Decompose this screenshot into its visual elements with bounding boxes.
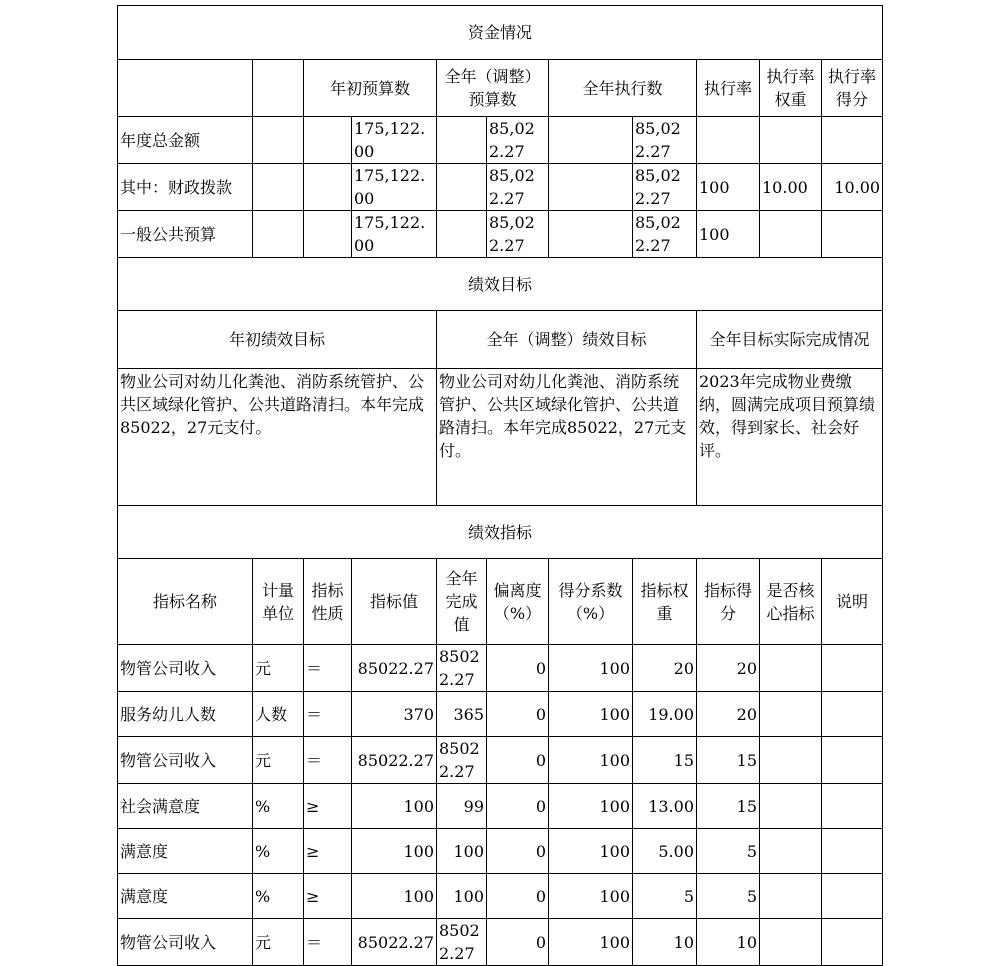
initial-goal-text: 物业公司对幼儿化粪池、消防系统管护、公共区域绿化管护、公共道路清扫。本年完成85022，27元支付。 xyxy=(118,369,437,506)
indicator-nature: ＝ xyxy=(304,692,352,737)
performance-table xyxy=(117,5,883,966)
indicator-note xyxy=(822,784,883,829)
indicator-note xyxy=(822,737,883,784)
indicator-core xyxy=(760,829,822,874)
indicator-header-note: 说明 xyxy=(822,559,883,645)
indicator-header-name: 指标名称 xyxy=(118,559,253,645)
indicator-nature: ≥ xyxy=(304,829,352,874)
table-row xyxy=(118,645,883,692)
table-row xyxy=(118,164,883,211)
indicator-score: 15 xyxy=(697,784,760,829)
funds-row-blank xyxy=(253,117,304,164)
indicator-target: 100 xyxy=(352,874,437,919)
indicator-coef: 100 xyxy=(549,874,633,919)
funds-row-label: 一般公共预算 xyxy=(118,211,253,258)
funds-weight-value xyxy=(760,117,822,164)
indicator-deviation: 0 xyxy=(487,874,549,919)
table-row xyxy=(118,692,883,737)
indicator-target: 100 xyxy=(352,829,437,874)
funds-adjusted-value: 85,022.27 xyxy=(487,117,549,164)
indicator-nature: ＝ xyxy=(304,737,352,784)
indicator-header-target: 指标值 xyxy=(352,559,437,645)
funds-row-label: 年度总金额 xyxy=(118,117,253,164)
indicator-weight: 13.00 xyxy=(633,784,697,829)
table-row xyxy=(118,737,883,784)
indicator-header-core: 是否核心指标 xyxy=(760,559,822,645)
table-row xyxy=(118,919,883,966)
header-initial-budget: 年初预算数 xyxy=(304,60,437,117)
funds-row-blank xyxy=(549,211,633,258)
indicator-weight: 15 xyxy=(633,737,697,784)
header-exec-weight: 执行率权重 xyxy=(760,60,822,117)
header-actual-goal: 全年目标实际完成情况 xyxy=(697,311,883,369)
indicator-weight: 10 xyxy=(633,919,697,966)
indicator-target: 85022.27 xyxy=(352,645,437,692)
indicator-coef: 100 xyxy=(549,829,633,874)
indicator-weight: 5.00 xyxy=(633,829,697,874)
indicator-score: 20 xyxy=(697,645,760,692)
indicator-unit: % xyxy=(253,874,304,919)
funds-executed-value: 85,022.27 xyxy=(633,164,697,211)
indicator-deviation: 0 xyxy=(487,737,549,784)
indicator-target: 85022.27 xyxy=(352,919,437,966)
indicator-core xyxy=(760,692,822,737)
funds-adjusted-value: 85,022.27 xyxy=(487,211,549,258)
indicator-nature: ＝ xyxy=(304,645,352,692)
indicator-note xyxy=(822,692,883,737)
indicator-header-score: 指标得分 xyxy=(697,559,760,645)
indicator-target: 370 xyxy=(352,692,437,737)
header-adjusted-goal: 全年（调整）绩效目标 xyxy=(437,311,697,369)
indicator-completed: 365 xyxy=(437,692,487,737)
indicator-completed: 100 xyxy=(437,874,487,919)
indicator-completed: 85022.27 xyxy=(437,737,487,784)
indicator-core xyxy=(760,645,822,692)
funds-initial-value: 175,122.00 xyxy=(352,164,437,211)
indicator-coef: 100 xyxy=(549,919,633,966)
indicator-target: 100 xyxy=(352,784,437,829)
performance-table-sheet xyxy=(117,5,882,962)
funds-row-blank xyxy=(304,117,352,164)
funds-row-blank xyxy=(253,211,304,258)
funds-row-blank xyxy=(304,164,352,211)
indicator-deviation: 0 xyxy=(487,645,549,692)
indicator-note xyxy=(822,919,883,966)
indicator-unit: 元 xyxy=(253,737,304,784)
indicator-unit: 元 xyxy=(253,645,304,692)
indicator-header-unit: 计量单位 xyxy=(253,559,304,645)
indicator-core xyxy=(760,919,822,966)
funds-weight-value: 10.00 xyxy=(760,164,822,211)
funds-row-label: 其中：财政拨款 xyxy=(118,164,253,211)
actual-goal-text: 2023年完成物业费缴纳，圆满完成项目预算绩效，得到家长、社会好评。 xyxy=(697,369,883,506)
funds-rate-value: 100 xyxy=(697,211,760,258)
table-row xyxy=(118,559,883,645)
funds-row-blank xyxy=(437,117,487,164)
table-row xyxy=(118,117,883,164)
indicator-target: 85022.27 xyxy=(352,737,437,784)
indicator-deviation: 0 xyxy=(487,919,549,966)
indicator-score: 5 xyxy=(697,829,760,874)
funds-row-blank xyxy=(253,164,304,211)
funds-row-blank xyxy=(549,117,633,164)
funds-row-blank xyxy=(304,211,352,258)
indicator-header-completed: 全年完成值 xyxy=(437,559,487,645)
indicator-coef: 100 xyxy=(549,692,633,737)
indicator-score: 5 xyxy=(697,874,760,919)
indicator-header-nature: 指标性质 xyxy=(304,559,352,645)
funds-header-blank-1 xyxy=(118,60,253,117)
funds-row-blank xyxy=(549,164,633,211)
indicator-unit: 人数 xyxy=(253,692,304,737)
goals-section-title: 绩效目标 xyxy=(118,258,883,311)
header-exec-score: 执行率得分 xyxy=(822,60,883,117)
funds-rate-value xyxy=(697,117,760,164)
funds-weight-value xyxy=(760,211,822,258)
table-row xyxy=(118,784,883,829)
indicator-coef: 100 xyxy=(549,737,633,784)
funds-header-blank-2 xyxy=(253,60,304,117)
indicator-core xyxy=(760,874,822,919)
table-row xyxy=(118,311,883,369)
indicator-name: 物管公司收入 xyxy=(118,737,253,784)
indicator-name: 满意度 xyxy=(118,874,253,919)
funds-score-value xyxy=(822,211,883,258)
header-executed: 全年执行数 xyxy=(549,60,697,117)
indicator-score: 10 xyxy=(697,919,760,966)
funds-initial-value: 175,122.00 xyxy=(352,211,437,258)
indicator-header-deviation: 偏离度（%） xyxy=(487,559,549,645)
funds-section-title: 资金情况 xyxy=(118,6,883,60)
indicator-header-coef: 得分系数（%） xyxy=(549,559,633,645)
indicator-header-weight: 指标权重 xyxy=(633,559,697,645)
table-row xyxy=(118,829,883,874)
indicator-unit: % xyxy=(253,829,304,874)
funds-adjusted-value: 85,022.27 xyxy=(487,164,549,211)
indicator-weight: 5 xyxy=(633,874,697,919)
indicator-nature: ≥ xyxy=(304,784,352,829)
indicator-nature: ＝ xyxy=(304,919,352,966)
indicator-deviation: 0 xyxy=(487,692,549,737)
funds-score-value: 10.00 xyxy=(822,164,883,211)
indicator-name: 满意度 xyxy=(118,829,253,874)
header-exec-rate: 执行率 xyxy=(697,60,760,117)
indicator-coef: 100 xyxy=(549,784,633,829)
indicator-name: 物管公司收入 xyxy=(118,919,253,966)
funds-row-blank xyxy=(437,211,487,258)
header-adjusted-budget: 全年（调整）预算数 xyxy=(437,60,549,117)
indicator-core xyxy=(760,737,822,784)
funds-executed-value: 85,022.27 xyxy=(633,117,697,164)
indicator-name: 社会满意度 xyxy=(118,784,253,829)
indicator-score: 20 xyxy=(697,692,760,737)
table-row xyxy=(118,211,883,258)
funds-score-value xyxy=(822,117,883,164)
funds-initial-value: 175,122.00 xyxy=(352,117,437,164)
header-initial-goal: 年初绩效目标 xyxy=(118,311,437,369)
indicator-name: 物管公司收入 xyxy=(118,645,253,692)
indicator-score: 15 xyxy=(697,737,760,784)
funds-rate-value: 100 xyxy=(697,164,760,211)
indicator-note xyxy=(822,874,883,919)
indicator-deviation: 0 xyxy=(487,784,549,829)
indicators-section-title: 绩效指标 xyxy=(118,506,883,559)
indicator-coef: 100 xyxy=(549,645,633,692)
indicator-deviation: 0 xyxy=(487,829,549,874)
table-row xyxy=(118,506,883,559)
indicator-note xyxy=(822,645,883,692)
indicator-completed: 99 xyxy=(437,784,487,829)
table-row xyxy=(118,874,883,919)
indicator-weight: 20 xyxy=(633,645,697,692)
indicator-unit: 元 xyxy=(253,919,304,966)
indicator-unit: % xyxy=(253,784,304,829)
funds-row-blank xyxy=(437,164,487,211)
indicator-completed: 85022.27 xyxy=(437,919,487,966)
indicator-completed: 85022.27 xyxy=(437,645,487,692)
indicator-note xyxy=(822,829,883,874)
table-row xyxy=(118,369,883,506)
indicator-name: 服务幼儿人数 xyxy=(118,692,253,737)
indicator-weight: 19.00 xyxy=(633,692,697,737)
indicator-completed: 100 xyxy=(437,829,487,874)
adjusted-goal-text: 物业公司对幼儿化粪池、消防系统管护、公共区域绿化管护、公共道路清扫。本年完成85022，27元支付。 xyxy=(437,369,697,506)
indicator-core xyxy=(760,784,822,829)
table-row xyxy=(118,258,883,311)
funds-executed-value: 85,022.27 xyxy=(633,211,697,258)
indicator-nature: ≥ xyxy=(304,874,352,919)
